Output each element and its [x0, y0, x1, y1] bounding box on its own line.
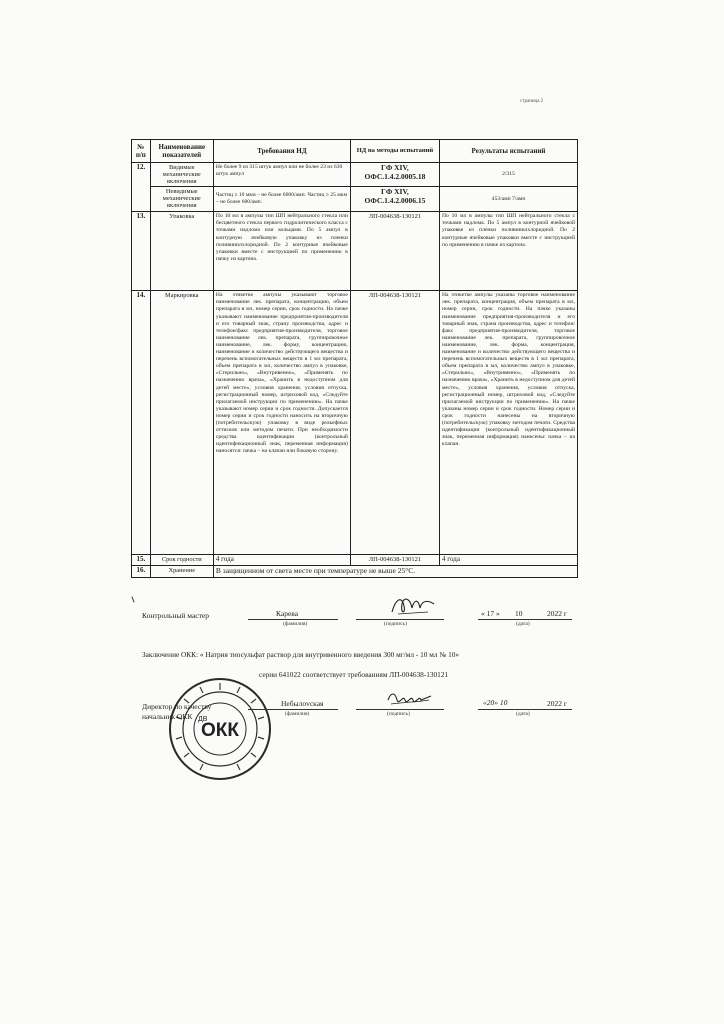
header-method: НД на методы испытаний	[350, 140, 439, 163]
row-num: 12.	[132, 163, 151, 212]
row-method: ГФ XIV, ОФС.1.4.2.0005.18	[350, 163, 439, 187]
controller-date-line	[478, 619, 572, 620]
row-indicator: Хранение	[150, 566, 213, 578]
director-signature-image	[385, 686, 435, 710]
controller-role: Контрольный мастер	[142, 611, 209, 620]
director-name-caption: (фамилия)	[285, 711, 310, 717]
table-row	[132, 212, 578, 291]
controller-date-month: 10	[515, 609, 523, 618]
row-requirements: На этикетке ампулы указывают торговое наименование лек. препарата, концентрацию, объем препарата в мл, номер серии, срок годности. На пачке указывают наименование предприятия-производителя и его товарный знак, страну производства, адрес и телефон/факс предприятия-производителя, торговое наименование лек. препарата, группировочное наименование, лек. форму, концентрацию, наименование и количество действующего вещества и перечень вспомогательных веществ в 1 мл препарата, объем препарата в мл, количество ампул в упаковке, «Стерильно», «Внутривенно», «Применять по назначению врача», «Хранить в недоступном для детей месте», условия хранения, условия отпуска, регистрационный номер, штриховой код, «Следуйте прилагаемой инструкции по применению». На пачке указывают номер серии и срок годности. Допускается номер серии и срок годности наносить на вторичную (потребительскую) упаковку в виде рельефных оттисков или методом печати. При необходимости средства идентификации (контрольный идентификационный знак, переменная информация) наносятся: пачка – на клапан или боковую сторону.	[213, 291, 350, 555]
row-num: 15.	[132, 555, 151, 566]
director-date-caption: (дата)	[516, 711, 530, 717]
row-result: 453/амп 7/амп	[440, 187, 578, 212]
row-indicator: Срок годности	[150, 555, 213, 566]
stamp-center-text: ОКК	[201, 720, 239, 741]
director-date-year: 2022 г	[547, 699, 567, 708]
results-table	[131, 139, 578, 578]
table-row	[132, 566, 578, 578]
row-indicator: Невидимые механические включения	[150, 187, 213, 212]
controller-sign-line	[356, 619, 444, 620]
row-result: На этикетке ампулы указаны торговое наименование лек. препарата, концентрация, объем препарата в мл, номер серии, срок годности. На пачке указаны наименование предприятия-производителя и его товарный знак, страна производства, адрес и телефон/факс предприятия-производителя, торговое наименование лек. препарата, группировочное наименование, лек. форма, концентрация, наименование и количество действующего вещества и перечень вспомогательных веществ в 1 мл препарата, объем препарата в мл, количество ампул в упаковке, «Стерильно», «Внутривенно», «Применять по назначению врача», «Хранить в недоступном для детей месте», условия хранения, условия отпуска, регистрационный номер, штриховой код, «Следуйте прилагаемой инструкции по применению». На пачке указаны номер серии и срок годности. Номер серии и срок годности нанесены на вторичную (потребительскую) упаковку методом печати. Средства идентификации (контрольный идентификационный знак, переменная информация) нанесены: пачка – на клапан.	[440, 291, 578, 555]
controller-mark	[132, 597, 135, 603]
row-num: 13.	[132, 212, 151, 291]
controller-name: Карева	[276, 609, 299, 618]
okk-stamp	[168, 677, 272, 781]
row-indicator: Упаковка	[150, 212, 213, 291]
row-requirements: Частиц ≥ 10 мкм – не более 6000/амп. Частиц ≥ 25 мкм – не более 600/амп.	[213, 187, 350, 212]
director-role-line-2: начальник ОКК	[142, 712, 193, 721]
row-result: По 10 мл в ампулы тип ШП нейтрального стекла с точками надлома. По 5 ампул в контурной ячейковой упаковке из пленки поливинилхлоридной. По 2 контурные ячейковые упаковки вместе с инструкцией по применению в пачке из картона.	[440, 212, 578, 291]
row-requirements: Не более 9 из 315 штук ампул или не более 23 из 630 штук ампул	[213, 163, 350, 187]
controller-date-caption: (дата)	[516, 621, 530, 627]
controller-name-caption: (фамилия)	[283, 621, 308, 627]
row-result: 4 года	[440, 555, 578, 566]
director-name-line	[248, 709, 338, 710]
header-results: Результаты испытаний	[440, 140, 578, 163]
header-indicator: Наименование показателей	[150, 140, 213, 163]
page-label: страница 2	[520, 99, 544, 104]
row-result: 2/315	[440, 163, 578, 187]
director-sign-caption: (подпись)	[387, 711, 410, 717]
controller-name-line	[248, 619, 338, 620]
row-indicator: Видимые механические включения	[150, 163, 213, 187]
row-requirements: По 10 мл в ампулы тип ШП нейтрального стекла или бесцветного стекла первого гидролитического класса с точками надлома или кольцами. По 5 ампул в контурную ячейковую упаковку из пленки поливинилхлоридной. По 2 контурные ячейковые упаковки вместе с инструкцией по применению в пачку из картона.	[213, 212, 350, 291]
controller-date-year: 2022 г	[547, 609, 567, 618]
director-role-line-1: Директор по качеству	[142, 702, 212, 711]
controller-sign-caption: (подпись)	[384, 621, 407, 627]
controller-signature-image	[388, 592, 438, 618]
table-row	[132, 187, 578, 212]
row-method: ЛП-004638-130121	[350, 291, 439, 555]
conclusion-line-2: серии 641022 соответствует требованиям ЛП-004638-130121	[259, 670, 449, 679]
conclusion-line-1: Заключение ОКК: « Натрия тиосульфат раствор для внутривенного введения 300 мг/мл - 10 мл № 10»	[142, 650, 460, 659]
row-method: ЛП-004638-130121	[350, 212, 439, 291]
header-requirements: Требования НД	[213, 140, 350, 163]
row-num: 16.	[132, 566, 151, 578]
director-name: Небылovская	[281, 699, 324, 708]
header-num: № п/п	[132, 140, 151, 163]
row-indicator: Маркировка	[150, 291, 213, 555]
stamp-sub-text: ДВ	[198, 716, 208, 723]
table-header-row	[132, 140, 578, 163]
table-row	[132, 555, 578, 566]
row-requirements: В защищенном от света месте при температуре не выше 25°С.	[213, 566, 577, 578]
row-num: 14.	[132, 291, 151, 555]
table-row	[132, 163, 578, 187]
row-method: ЛП-004638-130121	[350, 555, 439, 566]
director-date-line	[478, 709, 572, 710]
row-requirements: 4 года	[213, 555, 350, 566]
controller-date-day: « 17 »	[481, 609, 500, 618]
director-date-day: «20» 10	[483, 698, 508, 707]
row-method: ГФ XIV, ОФС.1.4.2.0006.15	[350, 187, 439, 212]
table-row	[132, 291, 578, 555]
